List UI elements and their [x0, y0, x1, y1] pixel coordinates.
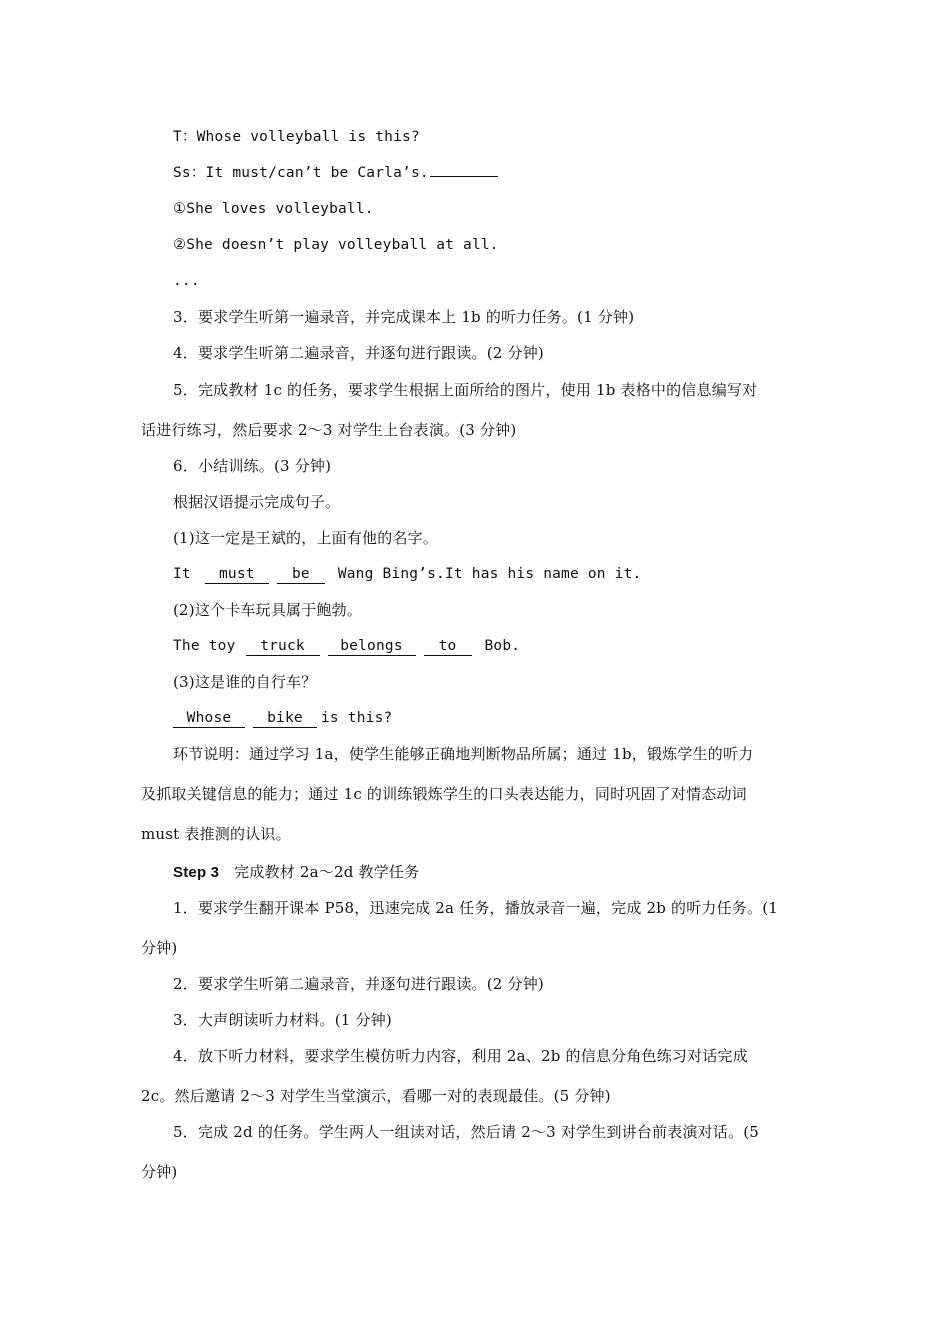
exercise-q3-sentence [173, 708, 392, 728]
answer-blank [430, 176, 498, 177]
dialog-option-2: ②She doesn’t play volleyball at all. [173, 237, 499, 253]
exercise-q1-sentence [173, 564, 641, 584]
step3-item-4-line-1: 4．放下听力材料，要求学生模仿听力内容，利用 2a、2b 的信息分角色练习对话完成 [173, 1047, 748, 1065]
step3-title: 完成教材 2a～2d 教学任务 [234, 863, 420, 881]
explanation-line-2: 及抓取关键信息的能力；通过 1c 的训练锻炼学生的口头表达能力，同时巩固了对情态动词 [141, 785, 747, 803]
q1-prefix: It [173, 566, 191, 582]
step3-item-4-line-2: 2c。然后邀请 2～3 对学生当堂演示，看哪一对的表现最佳。(5 分钟) [141, 1087, 611, 1105]
explanation-line-3: must 表推测的认识。 [141, 825, 291, 843]
exercise-q1-chinese: (1)这一定是王斌的，上面有他的名字。 [173, 529, 439, 547]
step3-label: Step 3 [173, 864, 220, 881]
dialog-students-line [173, 163, 502, 183]
dialog-ellipsis: ... [173, 273, 200, 289]
exercise-q2-chinese: (2)这个卡车玩具属于鲍勃。 [173, 601, 363, 619]
q3-answer-2: bike [253, 709, 317, 728]
q1-answer-2: be [277, 565, 325, 584]
q1-suffix: Wang Bing’s.It has his name on it. [337, 566, 642, 582]
q3-suffix: is this? [321, 710, 393, 726]
explanation-line-1: 环节说明：通过学习 1a，使学生能够正确地判断物品所属；通过 1b，锻炼学生的听力 [173, 745, 754, 763]
step3-item-1-line-1: 1．要求学生翻开课本 P58，迅速完成 2a 任务，播放录音一遍，完成 2b 的听力任务。(1 [173, 899, 778, 917]
step-item-6: 6．小结训练。(3 分钟) [173, 457, 332, 475]
dialog-teacher-line: T：Whose volleyball is this? [173, 129, 420, 145]
q3-answer-1: Whose [173, 709, 245, 728]
exercise-q3-chinese: (3)这是谁的自行车？ [173, 673, 317, 691]
q2-answer-1: truck [246, 637, 320, 656]
q2-prefix: The toy [173, 638, 236, 654]
exercise-instruction: 根据汉语提示完成句子。 [173, 493, 341, 511]
q2-answer-3: to [424, 637, 472, 656]
step-item-3: 3．要求学生听第一遍录音，并完成课本上 1b 的听力任务。(1 分钟) [173, 308, 635, 326]
dialog-students-text: Ss：It must/can’t be Carla’s. [173, 165, 429, 181]
dialog-option-1: ①She loves volleyball. [173, 201, 374, 217]
step3-item-3: 3．大声朗读听力材料。(1 分钟) [173, 1011, 392, 1029]
q2-suffix: Bob. [484, 638, 521, 654]
step-item-5-line-2: 话进行练习，然后要求 2～3 对学生上台表演。(3 分钟) [141, 421, 517, 439]
exercise-q2-sentence [173, 636, 520, 656]
q2-answer-2: belongs [328, 637, 416, 656]
step3-item-2: 2．要求学生听第二遍录音，并逐句进行跟读。(2 分钟) [173, 975, 544, 993]
step3-heading [173, 862, 419, 883]
step3-item-5-line-2: 分钟) [141, 1163, 178, 1181]
step-item-4: 4．要求学生听第二遍录音，并逐句进行跟读。(2 分钟) [173, 344, 544, 362]
step3-item-1-line-2: 分钟) [141, 939, 178, 957]
step-item-5-line-1: 5．完成教材 1c 的任务，要求学生根据上面所给的图片，使用 1b 表格中的信息编写对 [173, 381, 758, 399]
q1-answer-1: must [205, 565, 269, 584]
step3-item-5-line-1: 5．完成 2d 的任务。学生两人一组读对话，然后请 2～3 对学生到讲台前表演对话。(5 [173, 1123, 760, 1141]
